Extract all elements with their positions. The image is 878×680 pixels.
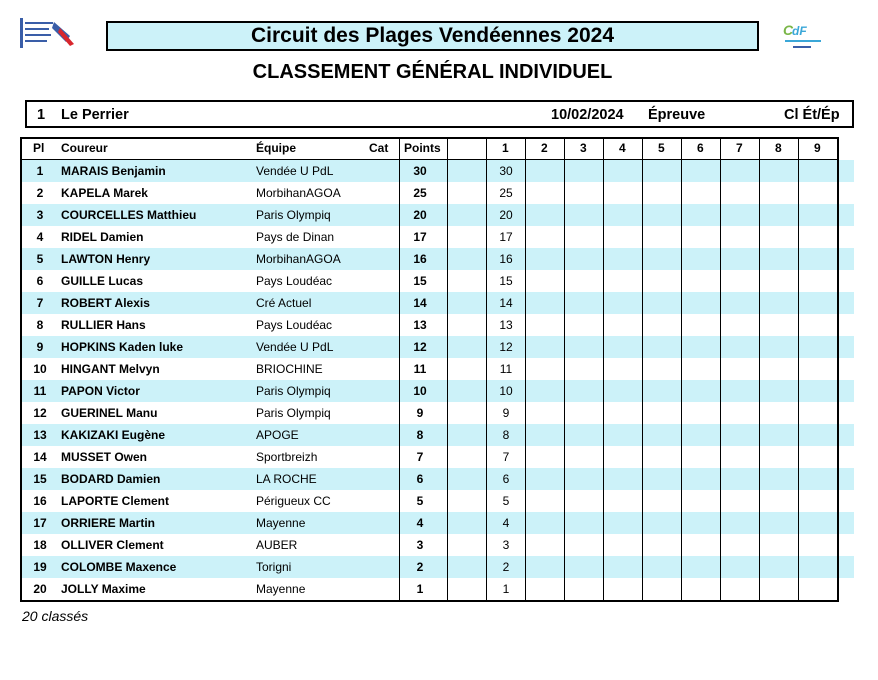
cell-points: 17 [413, 230, 427, 244]
header-stage-8: 8 [775, 141, 782, 155]
cell-team: Paris Olympiq [256, 384, 331, 398]
cell-points: 13 [413, 318, 427, 332]
cell-rider: BODARD Damien [61, 472, 161, 486]
cell-rider: GUERINEL Manu [61, 406, 158, 420]
cell-stage-1: 5 [502, 494, 510, 508]
table-row [20, 336, 854, 358]
cell-stage-1: 16 [499, 252, 513, 266]
header-stage-2: 2 [541, 141, 548, 155]
header-stage-1: 1 [502, 141, 509, 155]
cell-points: 7 [416, 450, 424, 464]
cell-stage-1: 10 [499, 384, 513, 398]
column-border [837, 137, 839, 602]
cell-team: Paris Olympiq [256, 208, 331, 222]
cell-place: 15 [33, 472, 47, 486]
table-row [20, 424, 854, 446]
cell-rider: COLOMBE Maxence [61, 560, 177, 574]
cell-place: 5 [36, 252, 44, 266]
cell-team: Vendée U PdL [256, 340, 334, 354]
cell-rider: RIDEL Damien [61, 230, 144, 244]
cell-team: Mayenne [256, 516, 306, 530]
cell-rider: KAPELA Marek [61, 186, 148, 200]
header-cat: Cat [369, 141, 389, 155]
cell-points: 12 [413, 340, 427, 354]
event-type: Épreuve [648, 107, 706, 123]
cell-rider: GUILLE Lucas [61, 274, 144, 288]
column-border [447, 137, 448, 602]
cell-place: 6 [36, 274, 44, 288]
cell-team: MorbihanAGOA [256, 186, 341, 200]
cell-place: 13 [33, 428, 47, 442]
cell-rider: MARAIS Benjamin [61, 164, 166, 178]
cell-stage-1: 3 [502, 538, 510, 552]
table-bottom-border [20, 600, 839, 602]
cell-points: 5 [416, 494, 424, 508]
cell-stage-1: 30 [499, 164, 513, 178]
table-row [20, 270, 854, 292]
table-row [20, 226, 854, 248]
event-name: Le Perrier [61, 107, 129, 123]
cell-rider: LAPORTE Clement [61, 494, 170, 508]
table-row [20, 468, 854, 490]
table-row [20, 556, 854, 578]
column-border [399, 137, 400, 602]
header-stage-7: 7 [736, 141, 743, 155]
header-stage-4: 4 [619, 141, 626, 155]
cell-team: MorbihanAGOA [256, 252, 341, 266]
cdf-logo [781, 20, 829, 52]
cell-stage-1: 6 [502, 472, 510, 486]
cell-points: 3 [416, 538, 424, 552]
cell-stage-1: 7 [502, 450, 510, 464]
header-coureur: Coureur [61, 141, 108, 155]
cell-team: Pays Loudéac [256, 318, 333, 332]
cell-rider: PAPON Victor [61, 384, 140, 398]
table-top-border [20, 137, 839, 139]
cell-team: Pays de Dinan [256, 230, 335, 244]
event-ranking-type: Cl Ét/Ép [784, 107, 840, 123]
cell-stage-1: 11 [499, 362, 513, 376]
cell-team: Pays Loudéac [256, 274, 333, 288]
cell-rider: JOLLY Maxime [61, 582, 146, 596]
table-row [20, 358, 854, 380]
cell-team: Paris Olympiq [256, 406, 331, 420]
cell-place: 20 [33, 582, 47, 596]
cell-stage-1: 15 [499, 274, 513, 288]
cell-place: 9 [36, 340, 44, 354]
cell-points: 10 [413, 384, 427, 398]
table-row [20, 402, 854, 424]
cell-team: Vendée U PdL [256, 164, 334, 178]
cell-stage-1: 12 [499, 340, 513, 354]
cell-points: 6 [416, 472, 424, 486]
cell-stage-1: 13 [499, 318, 513, 332]
cell-team: BRIOCHINE [256, 362, 323, 376]
column-border [603, 137, 604, 602]
table-row [20, 248, 854, 270]
cell-rider: HOPKINS Kaden luke [61, 340, 184, 354]
header-pl: Pl [33, 141, 45, 155]
cell-team: Torigni [256, 560, 292, 574]
table-row [20, 314, 854, 336]
cell-points: 9 [416, 406, 424, 420]
header-stage-5: 5 [658, 141, 665, 155]
cell-points: 14 [413, 296, 427, 310]
table-row [20, 292, 854, 314]
cell-rider: MUSSET Owen [61, 450, 148, 464]
cell-place: 10 [33, 362, 47, 376]
table-row [20, 512, 854, 534]
cell-points: 15 [413, 274, 427, 288]
cell-team: Périgueux CC [256, 494, 331, 508]
cell-rider: HINGANT Melvyn [61, 362, 160, 376]
cell-stage-1: 20 [499, 208, 513, 222]
column-border [759, 137, 760, 602]
cell-rider: OLLIVER Clement [61, 538, 164, 552]
cell-rider: KAKIZAKI Eugène [61, 428, 166, 442]
cell-stage-1: 14 [499, 296, 513, 310]
cell-place: 2 [36, 186, 44, 200]
table-row [20, 534, 854, 556]
cell-points: 25 [413, 186, 427, 200]
cell-points: 30 [413, 164, 427, 178]
cell-stage-1: 17 [499, 230, 513, 244]
column-border [798, 137, 799, 602]
cell-place: 16 [33, 494, 47, 508]
cell-points: 11 [413, 362, 427, 376]
cell-points: 1 [416, 582, 424, 596]
header-equipe: Équipe [256, 141, 297, 155]
cell-points: 4 [416, 516, 424, 530]
column-border [486, 137, 487, 602]
cell-place: 17 [33, 516, 47, 530]
cell-place: 8 [36, 318, 44, 332]
table-row [20, 446, 854, 468]
cell-place: 1 [36, 164, 44, 178]
cell-place: 4 [36, 230, 44, 244]
cell-place: 19 [33, 560, 47, 574]
cell-team: AUBER [256, 538, 298, 552]
federation-logo [20, 18, 76, 48]
event-number: 1 [37, 107, 46, 123]
column-border [642, 137, 643, 602]
svg-text:C: C [783, 22, 794, 38]
cell-rider: LAWTON Henry [61, 252, 151, 266]
cell-place: 14 [33, 450, 47, 464]
column-border [564, 137, 565, 602]
cell-stage-1: 9 [502, 406, 510, 420]
table-row [20, 578, 854, 600]
cell-place: 3 [36, 208, 44, 222]
cell-rider: ORRIERE Martin [61, 516, 156, 530]
cell-place: 18 [33, 538, 47, 552]
cell-team: Sportbreizh [256, 450, 318, 464]
cell-points: 16 [413, 252, 427, 266]
page-subtitle: CLASSEMENT GÉNÉRAL INDIVIDUEL [252, 61, 613, 83]
page-title: Circuit des Plages Vendéennes 2024 [106, 21, 759, 51]
column-border [720, 137, 721, 602]
table-row [20, 490, 854, 512]
event-date: 10/02/2024 [551, 107, 624, 123]
column-border [525, 137, 526, 602]
cell-team: APOGE [256, 428, 299, 442]
cell-place: 11 [33, 384, 47, 398]
header-separator [20, 159, 839, 160]
column-border [681, 137, 682, 602]
classified-count: 20 classés [22, 608, 89, 624]
header-points: Points [404, 141, 441, 155]
cell-stage-1: 2 [502, 560, 510, 574]
event-info-bar [25, 100, 854, 128]
results-table [20, 137, 854, 603]
svg-text:dF: dF [792, 24, 807, 38]
cell-team: LA ROCHE [256, 472, 317, 486]
cell-rider: COURCELLES Matthieu [61, 208, 197, 222]
cell-points: 8 [416, 428, 424, 442]
cell-place: 7 [36, 296, 44, 310]
header-stage-6: 6 [697, 141, 704, 155]
header-stage-9: 9 [814, 141, 821, 155]
table-row [20, 380, 854, 402]
cell-stage-1: 1 [502, 582, 510, 596]
table-row [20, 182, 854, 204]
cell-points: 2 [416, 560, 424, 574]
column-border [20, 137, 22, 602]
cell-points: 20 [413, 208, 427, 222]
table-row [20, 160, 854, 182]
cell-stage-1: 8 [502, 428, 510, 442]
cell-rider: ROBERT Alexis [61, 296, 150, 310]
cell-stage-1: 4 [502, 516, 510, 530]
cell-team: Mayenne [256, 582, 306, 596]
cell-place: 12 [33, 406, 47, 420]
header-stage-3: 3 [580, 141, 587, 155]
cell-rider: RULLIER Hans [61, 318, 146, 332]
table-row [20, 204, 854, 226]
cell-stage-1: 25 [499, 186, 513, 200]
cell-team: Cré Actuel [256, 296, 312, 310]
